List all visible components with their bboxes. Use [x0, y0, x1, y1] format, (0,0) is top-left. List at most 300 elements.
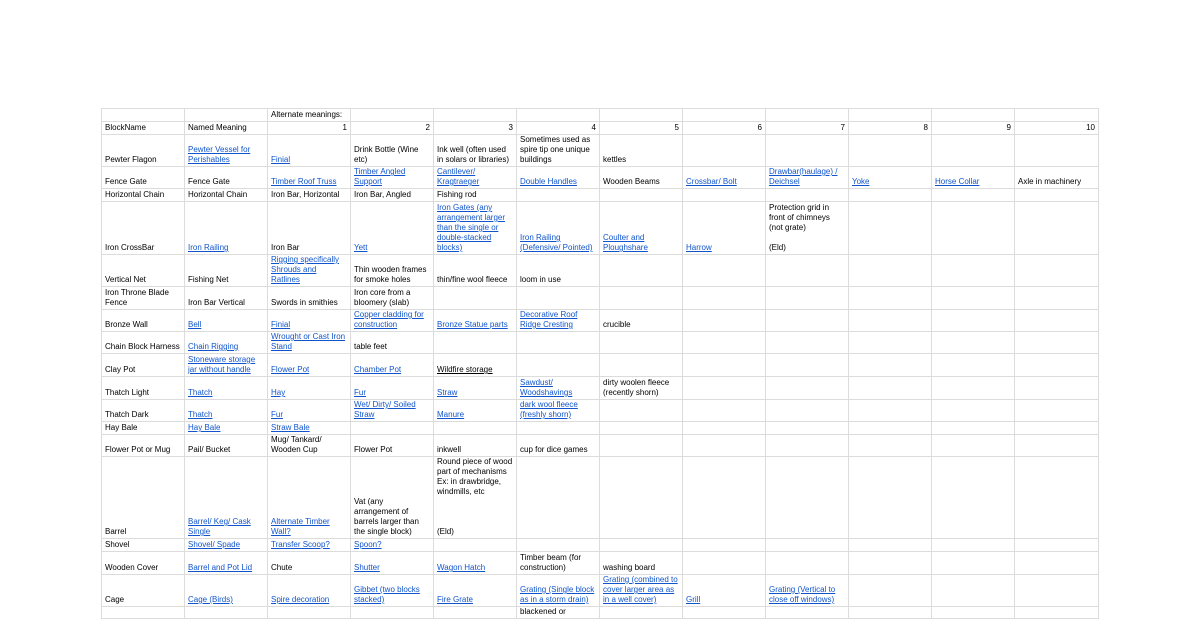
cell-link[interactable]: Cage (Birds) — [188, 595, 233, 604]
table-cell[interactable] — [932, 122, 1015, 135]
cell-text: 6 — [757, 123, 762, 132]
table-cell[interactable] — [102, 122, 185, 135]
table-cell[interactable] — [1015, 457, 1099, 539]
table-cell[interactable] — [434, 422, 517, 435]
table-cell[interactable] — [268, 122, 351, 135]
table-cell[interactable] — [185, 377, 268, 400]
table-cell[interactable] — [1015, 135, 1099, 167]
table-cell[interactable] — [683, 255, 766, 287]
table-cell[interactable] — [434, 539, 517, 552]
table-cell[interactable] — [932, 310, 1015, 332]
table-cell[interactable] — [185, 539, 268, 552]
table-cell[interactable] — [600, 287, 683, 310]
table-cell[interactable] — [932, 109, 1015, 122]
table-cell[interactable] — [185, 122, 268, 135]
table-cell[interactable] — [766, 377, 849, 400]
table-cell[interactable] — [517, 435, 600, 457]
table-cell[interactable] — [932, 354, 1015, 377]
table-cell[interactable] — [434, 109, 517, 122]
table-cell[interactable] — [434, 332, 517, 354]
table-cell[interactable] — [766, 310, 849, 332]
table-cell[interactable] — [932, 539, 1015, 552]
table-cell[interactable] — [683, 135, 766, 167]
table-cell[interactable] — [185, 354, 268, 377]
cell-link[interactable]: Thatch — [188, 388, 213, 397]
cell-link[interactable]: Wrought or Cast Iron Stand — [271, 332, 346, 351]
table-cell[interactable] — [766, 287, 849, 310]
cell-link[interactable]: Coulter and Ploughshare — [603, 233, 648, 252]
table-cell[interactable] — [434, 122, 517, 135]
table-cell[interactable] — [849, 255, 932, 287]
table-cell[interactable] — [185, 310, 268, 332]
table-cell[interactable] — [268, 435, 351, 457]
table-cell[interactable] — [517, 255, 600, 287]
table-cell[interactable] — [268, 575, 351, 607]
table-cell[interactable] — [268, 354, 351, 377]
cell-link[interactable]: Timber Roof Truss — [271, 177, 337, 186]
table-cell[interactable] — [517, 457, 600, 539]
table-cell[interactable] — [185, 135, 268, 167]
cell-link[interactable]: Straw Bale — [271, 423, 310, 432]
table-cell[interactable] — [517, 354, 600, 377]
cell-link[interactable]: Stoneware storage jar without handle — [188, 355, 256, 374]
table-cell[interactable] — [434, 202, 517, 255]
cell-link[interactable]: Harrow — [686, 243, 712, 252]
table-cell[interactable] — [766, 552, 849, 575]
table-cell[interactable] — [849, 377, 932, 400]
table-cell[interactable] — [600, 255, 683, 287]
table-cell[interactable] — [600, 332, 683, 354]
table-cell[interactable] — [351, 575, 434, 607]
table-cell[interactable] — [351, 135, 434, 167]
cell-link[interactable]: Transfer Scoop? — [271, 540, 330, 549]
table-cell[interactable] — [102, 287, 185, 310]
cell-link[interactable]: Fur — [354, 388, 366, 397]
cell-link[interactable]: Decorative Roof Ridge Cresting — [520, 310, 578, 329]
table-cell[interactable] — [351, 422, 434, 435]
table-cell[interactable] — [268, 255, 351, 287]
table-cell[interactable] — [600, 400, 683, 422]
cell-link[interactable]: Iron Gates (any arrangement larger than the single or double-stacked blocks) — [437, 203, 506, 252]
table-cell[interactable] — [1015, 422, 1099, 435]
table-cell[interactable] — [185, 255, 268, 287]
cell-link[interactable]: Crossbar/ Bolt — [686, 177, 737, 186]
table-cell[interactable] — [849, 400, 932, 422]
table-cell[interactable] — [102, 422, 185, 435]
cell-link[interactable]: Wagon Hatch — [437, 563, 486, 572]
table-cell[interactable] — [351, 354, 434, 377]
table-cell[interactable] — [434, 435, 517, 457]
table-cell[interactable] — [600, 135, 683, 167]
table-cell[interactable] — [849, 539, 932, 552]
table-cell[interactable] — [683, 607, 766, 619]
table-cell[interactable] — [268, 422, 351, 435]
table-cell[interactable] — [600, 377, 683, 400]
table-cell[interactable] — [102, 310, 185, 332]
table-cell[interactable] — [102, 377, 185, 400]
table-cell[interactable] — [1015, 109, 1099, 122]
table-cell[interactable] — [683, 552, 766, 575]
table-cell[interactable] — [517, 167, 600, 189]
cell-link[interactable]: Horse Collar — [935, 177, 980, 186]
table-cell[interactable] — [1015, 377, 1099, 400]
table-cell[interactable] — [849, 135, 932, 167]
table-cell[interactable] — [517, 202, 600, 255]
table-cell[interactable] — [517, 135, 600, 167]
table-cell[interactable] — [102, 457, 185, 539]
table-cell[interactable] — [932, 189, 1015, 202]
table-cell[interactable] — [932, 457, 1015, 539]
table-cell[interactable] — [351, 310, 434, 332]
cell-link[interactable]: Grill — [686, 595, 701, 604]
cell-link[interactable]: Chain Rigging — [188, 342, 239, 351]
table-cell[interactable] — [185, 189, 268, 202]
table-cell[interactable] — [1015, 575, 1099, 607]
table-cell[interactable] — [683, 539, 766, 552]
table-cell[interactable] — [600, 109, 683, 122]
table-cell[interactable] — [932, 400, 1015, 422]
cell-link[interactable]: Spoon? — [354, 540, 382, 549]
table-cell[interactable] — [1015, 287, 1099, 310]
table-cell[interactable] — [600, 202, 683, 255]
table-cell[interactable] — [932, 377, 1015, 400]
table-cell[interactable] — [102, 332, 185, 354]
table-cell[interactable] — [932, 435, 1015, 457]
table-cell[interactable] — [185, 109, 268, 122]
table-cell[interactable] — [683, 332, 766, 354]
table-cell[interactable] — [766, 422, 849, 435]
table-cell[interactable] — [766, 354, 849, 377]
table-cell[interactable] — [351, 122, 434, 135]
cell-link[interactable]: Wet/ Dirty/ Soiled Straw — [354, 400, 416, 419]
cell-link[interactable]: Finial — [271, 155, 291, 164]
table-cell[interactable] — [351, 400, 434, 422]
cell-link[interactable]: Iron Railing (Defensive/ Pointed) — [520, 233, 593, 252]
cell-link[interactable]: Bronze Statue parts — [437, 320, 508, 329]
table-cell[interactable] — [932, 332, 1015, 354]
cell-link[interactable]: Rigging specifically Shrouds and Ratlines — [271, 255, 340, 284]
table-cell[interactable] — [434, 189, 517, 202]
table-cell[interactable] — [766, 122, 849, 135]
table-cell[interactable] — [102, 400, 185, 422]
table-cell[interactable] — [1015, 607, 1099, 619]
table-cell[interactable] — [683, 457, 766, 539]
cell-link[interactable]: Bell — [188, 320, 202, 329]
table-cell[interactable] — [351, 255, 434, 287]
table-cell[interactable] — [351, 287, 434, 310]
spreadsheet-table — [101, 108, 1099, 619]
table-cell[interactable] — [434, 135, 517, 167]
table-cell[interactable] — [185, 167, 268, 189]
table-cell[interactable] — [1015, 354, 1099, 377]
table-cell[interactable] — [185, 202, 268, 255]
table-cell[interactable] — [849, 552, 932, 575]
table-cell[interactable] — [849, 122, 932, 135]
table-cell[interactable] — [1015, 255, 1099, 287]
table-cell[interactable] — [268, 607, 351, 619]
table-cell[interactable] — [1015, 539, 1099, 552]
table-cell[interactable] — [268, 167, 351, 189]
table-cell[interactable] — [351, 189, 434, 202]
table-cell[interactable] — [1015, 202, 1099, 255]
table-cell[interactable] — [351, 332, 434, 354]
table-cell[interactable] — [1015, 189, 1099, 202]
table-cell[interactable] — [268, 135, 351, 167]
table-row — [102, 167, 1099, 189]
cell-link[interactable]: Barrel and Pot Lid — [188, 563, 253, 572]
table-cell[interactable] — [600, 539, 683, 552]
cell-link[interactable]: Flower Pot — [271, 365, 310, 374]
table-cell[interactable] — [932, 422, 1015, 435]
table-cell[interactable] — [351, 377, 434, 400]
table-cell[interactable] — [683, 310, 766, 332]
table-cell[interactable] — [766, 202, 849, 255]
cell-link[interactable]: Hay Bale — [188, 423, 221, 432]
cell-link[interactable]: Grating (Vertical to close off windows) — [769, 585, 836, 604]
table-cell[interactable] — [1015, 552, 1099, 575]
table-cell[interactable] — [185, 457, 268, 539]
cell-link[interactable]: Drawbar(haulage) / Deichsel — [769, 167, 838, 186]
table-cell[interactable] — [600, 435, 683, 457]
cell-link[interactable]: Chamber Pot — [354, 365, 402, 374]
table-cell[interactable] — [600, 552, 683, 575]
cell-link[interactable]: Copper cladding for construction — [354, 310, 424, 329]
table-cell[interactable] — [600, 167, 683, 189]
cell-link[interactable]: Thatch — [188, 410, 213, 419]
cell-link[interactable]: Fur — [271, 410, 283, 419]
table-cell[interactable] — [517, 377, 600, 400]
table-cell[interactable] — [434, 575, 517, 607]
table-cell[interactable] — [102, 189, 185, 202]
table-cell[interactable] — [434, 167, 517, 189]
table-cell[interactable] — [185, 287, 268, 310]
table-cell[interactable] — [351, 457, 434, 539]
table-cell[interactable] — [434, 310, 517, 332]
table-cell[interactable] — [600, 607, 683, 619]
cell-link[interactable]: Timber Angled Support — [354, 167, 406, 186]
cell-link[interactable]: Barrel/ Keg/ Cask Single — [188, 517, 251, 536]
table-cell[interactable] — [683, 189, 766, 202]
cell-link[interactable]: Grating (combined to cover larger area as in a well cover) — [603, 575, 678, 604]
table-cell[interactable] — [434, 400, 517, 422]
table-cell[interactable] — [268, 287, 351, 310]
cell-link[interactable]: Cantilever/ Kragtraeger — [437, 167, 480, 186]
table-cell[interactable] — [683, 435, 766, 457]
table-cell[interactable] — [600, 189, 683, 202]
table-cell[interactable] — [185, 607, 268, 619]
cell-link[interactable]: Alternate Timber Wall? — [271, 517, 330, 536]
table-cell[interactable] — [517, 310, 600, 332]
table-cell[interactable] — [351, 202, 434, 255]
table-cell[interactable] — [932, 287, 1015, 310]
cell-text: Cage — [105, 595, 125, 604]
table-cell[interactable] — [102, 109, 185, 122]
table-cell[interactable] — [849, 354, 932, 377]
cell-link[interactable]: Fire Grate — [437, 595, 474, 604]
table-cell[interactable] — [766, 400, 849, 422]
table-cell[interactable] — [517, 552, 600, 575]
table-cell[interactable] — [268, 310, 351, 332]
table-cell[interactable] — [766, 189, 849, 202]
table-cell[interactable] — [683, 377, 766, 400]
cell-text: loom in use — [520, 275, 561, 284]
table-cell[interactable] — [683, 122, 766, 135]
table-cell[interactable] — [517, 287, 600, 310]
table-cell[interactable] — [766, 167, 849, 189]
table-cell[interactable] — [849, 435, 932, 457]
cell-link[interactable]: Gibbet (two blocks stacked) — [354, 585, 420, 604]
cell-link[interactable]: Yett — [354, 243, 368, 252]
cell-link[interactable]: Shovel/ Spade — [188, 540, 241, 549]
table-cell[interactable] — [434, 287, 517, 310]
cell-link[interactable]: dark wool fleece (freshly shorn) — [520, 400, 578, 419]
table-cell[interactable] — [766, 332, 849, 354]
table-cell[interactable] — [683, 109, 766, 122]
cell-link[interactable]: Grating (Single block as in a storm drain) — [520, 585, 595, 604]
table-cell[interactable] — [185, 435, 268, 457]
table-cell[interactable] — [932, 575, 1015, 607]
table-cell[interactable] — [517, 332, 600, 354]
table-cell[interactable] — [849, 109, 932, 122]
table-cell[interactable] — [1015, 310, 1099, 332]
table-cell[interactable] — [1015, 122, 1099, 135]
table-cell[interactable] — [185, 422, 268, 435]
table-cell[interactable] — [766, 109, 849, 122]
table-cell[interactable] — [849, 202, 932, 255]
table-cell[interactable] — [434, 607, 517, 619]
table-cell[interactable] — [268, 189, 351, 202]
table-cell[interactable] — [932, 135, 1015, 167]
table-cell[interactable] — [517, 189, 600, 202]
table-cell[interactable] — [600, 310, 683, 332]
table-cell[interactable] — [268, 457, 351, 539]
table-cell[interactable] — [849, 189, 932, 202]
table-cell[interactable] — [434, 552, 517, 575]
table-cell[interactable] — [434, 354, 517, 377]
table-cell[interactable] — [766, 135, 849, 167]
table-cell[interactable] — [434, 377, 517, 400]
table-cell[interactable] — [517, 400, 600, 422]
table-cell[interactable] — [849, 607, 932, 619]
table-cell[interactable] — [683, 167, 766, 189]
table-cell[interactable] — [102, 354, 185, 377]
cell-link[interactable]: Pewter Vessel for Perishables — [188, 145, 251, 164]
table-cell[interactable] — [351, 167, 434, 189]
table-cell[interactable] — [102, 435, 185, 457]
table-cell[interactable] — [849, 422, 932, 435]
table-cell[interactable] — [932, 552, 1015, 575]
table-cell[interactable] — [351, 607, 434, 619]
table-cell[interactable] — [766, 575, 849, 607]
table-cell[interactable] — [849, 457, 932, 539]
table-cell[interactable] — [849, 167, 932, 189]
table-cell[interactable] — [600, 575, 683, 607]
cell-link[interactable]: Finial — [271, 320, 291, 329]
table-cell[interactable] — [683, 575, 766, 607]
table-cell[interactable] — [185, 575, 268, 607]
table-cell[interactable] — [185, 332, 268, 354]
table-cell[interactable] — [102, 607, 185, 619]
table-cell[interactable] — [1015, 332, 1099, 354]
table-cell[interactable] — [766, 539, 849, 552]
table-cell[interactable] — [517, 422, 600, 435]
table-cell[interactable] — [102, 255, 185, 287]
table-cell[interactable] — [683, 354, 766, 377]
table-cell[interactable] — [351, 552, 434, 575]
table-cell[interactable] — [517, 109, 600, 122]
table-cell[interactable] — [849, 310, 932, 332]
table-cell[interactable] — [185, 400, 268, 422]
table-cell[interactable] — [434, 457, 517, 539]
table-cell[interactable] — [849, 332, 932, 354]
table-cell[interactable] — [683, 400, 766, 422]
table-cell[interactable] — [849, 575, 932, 607]
table-cell[interactable] — [268, 202, 351, 255]
cell-link[interactable]: Sawdust/ Woodshavings — [520, 378, 573, 397]
cell-link[interactable]: Iron Railing — [188, 243, 229, 252]
table-cell[interactable] — [766, 457, 849, 539]
cell-link[interactable]: Yoke — [852, 177, 870, 186]
table-cell[interactable] — [102, 539, 185, 552]
table-cell[interactable] — [351, 435, 434, 457]
table-cell[interactable] — [102, 552, 185, 575]
table-cell[interactable] — [434, 255, 517, 287]
table-cell[interactable] — [268, 400, 351, 422]
table-cell[interactable] — [102, 202, 185, 255]
cell-link[interactable]: Spire decoration — [271, 595, 330, 604]
table-cell[interactable] — [351, 109, 434, 122]
table-cell[interactable] — [185, 552, 268, 575]
table-cell[interactable] — [849, 287, 932, 310]
table-cell[interactable] — [932, 607, 1015, 619]
table-cell[interactable] — [268, 377, 351, 400]
table-cell[interactable] — [766, 255, 849, 287]
table-cell[interactable] — [932, 202, 1015, 255]
table-cell[interactable] — [268, 109, 351, 122]
table-cell[interactable] — [600, 457, 683, 539]
table-cell[interactable] — [351, 539, 434, 552]
cell-link[interactable]: Double Handles — [520, 177, 577, 186]
table-cell[interactable] — [102, 135, 185, 167]
cell-link[interactable]: Hay — [271, 388, 286, 397]
table-cell[interactable] — [102, 167, 185, 189]
table-cell[interactable] — [1015, 435, 1099, 457]
cell-link[interactable]: Straw — [437, 388, 458, 397]
table-cell[interactable] — [268, 332, 351, 354]
table-cell[interactable] — [1015, 400, 1099, 422]
table-cell[interactable] — [600, 122, 683, 135]
cell-link[interactable]: Manure — [437, 410, 465, 419]
table-cell[interactable] — [268, 552, 351, 575]
table-cell[interactable] — [1015, 167, 1099, 189]
table-cell[interactable] — [517, 122, 600, 135]
table-cell[interactable] — [683, 422, 766, 435]
table-cell[interactable] — [600, 354, 683, 377]
table-cell[interactable] — [517, 607, 600, 619]
cell-link[interactable]: Shutter — [354, 563, 380, 572]
table-cell[interactable] — [517, 539, 600, 552]
table-cell[interactable] — [268, 539, 351, 552]
table-cell[interactable] — [600, 422, 683, 435]
table-cell[interactable] — [517, 575, 600, 607]
table-cell[interactable] — [102, 575, 185, 607]
table-cell[interactable] — [766, 435, 849, 457]
table-cell[interactable] — [683, 202, 766, 255]
table-cell[interactable] — [932, 167, 1015, 189]
table-cell[interactable] — [766, 607, 849, 619]
table-cell[interactable] — [683, 287, 766, 310]
table-cell[interactable] — [932, 255, 1015, 287]
